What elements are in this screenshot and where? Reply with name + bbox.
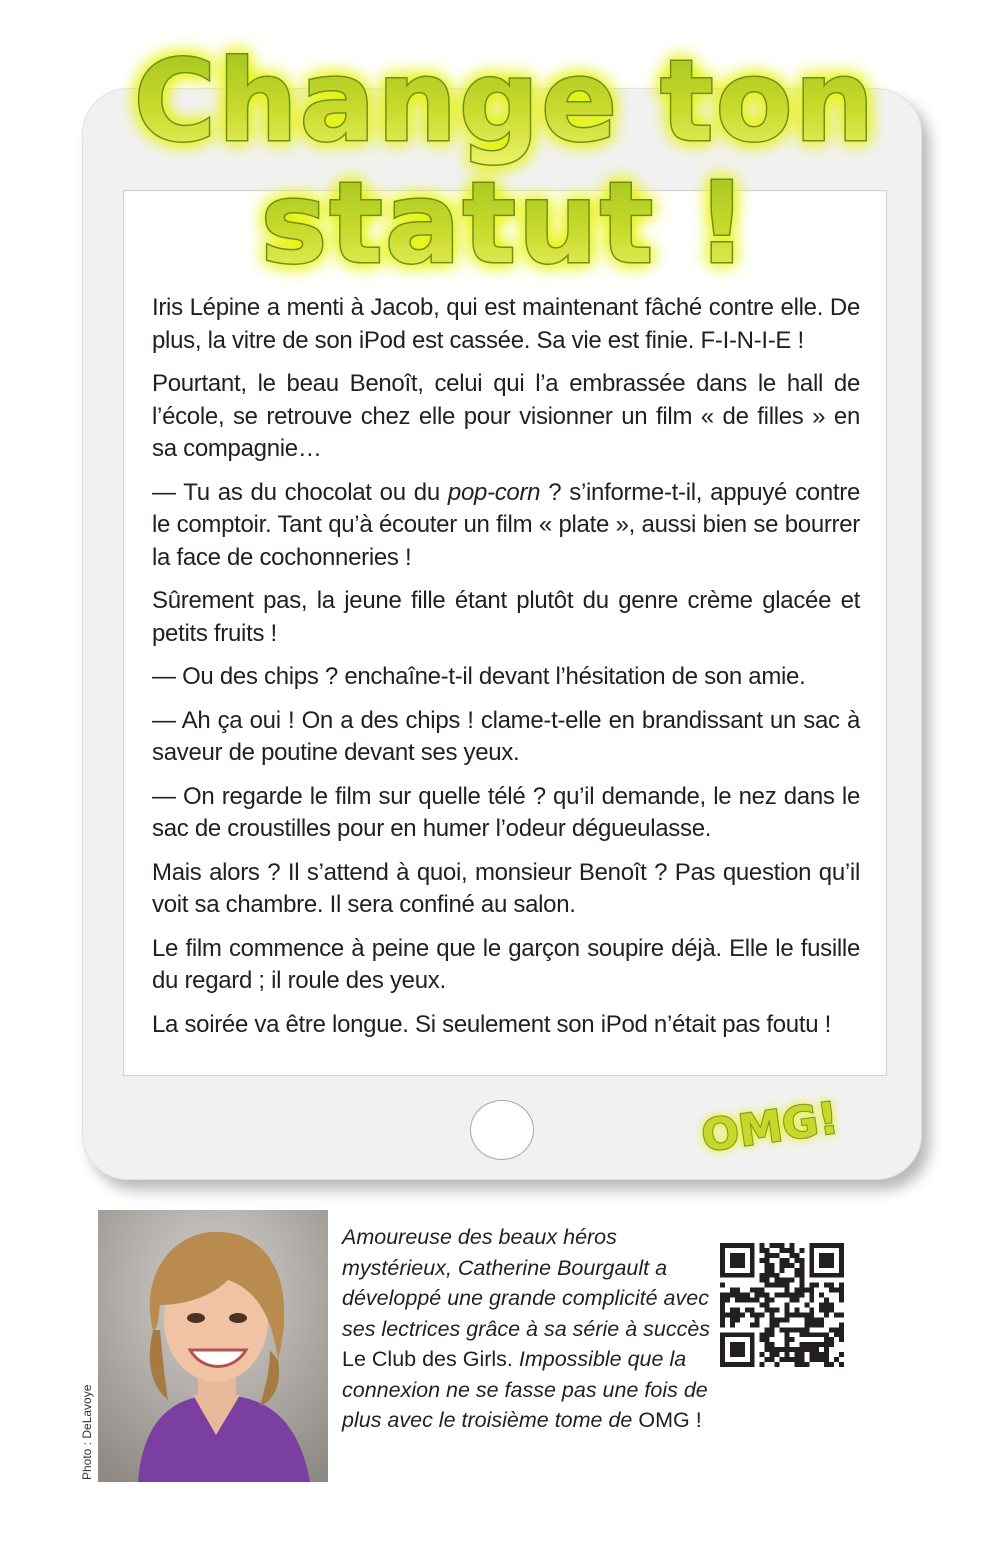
author-photo bbox=[98, 1210, 328, 1482]
title-line1: Change ton bbox=[133, 37, 877, 167]
story-paragraph: Le film commence à peine que le garçon soupire déjà. Elle le fusille du regard ; il roule des yeux. bbox=[152, 934, 860, 994]
story-segment-italic: pop-corn bbox=[447, 478, 541, 506]
bio-end: ! bbox=[689, 1408, 702, 1432]
story-paragraph: — Ou des chips ? enchaîne-t-il devant l’hésitation de son amie. bbox=[152, 663, 806, 690]
story-paragraph bbox=[152, 477, 860, 575]
story-text bbox=[152, 292, 860, 1041]
story-paragraph: — Ah ça oui ! On a des chips ! clame-t-elle en brandissant un sac à saveur de poutine devant ses yeux. bbox=[152, 706, 860, 766]
story-segment: ? s’informe-t-il, appuyé contre le comptoir. Tant qu’à écouter un film « plate », aussi bien se bourrer la face de cochonneries ! bbox=[152, 478, 860, 571]
story-paragraph: Pourtant, le beau Benoît, celui qui l’a embrassée dans le hall de l’école, se retrouve chez elle pour visionner un film « de filles » en sa compagnie… bbox=[152, 370, 860, 462]
book-title: OMG bbox=[638, 1408, 690, 1432]
bio-text: Impossible que la connexion ne se fasse pas une fois de plus avec le troisième tome de bbox=[342, 1347, 708, 1432]
series-title: Le Club des Girls. bbox=[342, 1347, 513, 1371]
title-graphic bbox=[0, 0, 1000, 300]
author-bio bbox=[342, 1222, 712, 1436]
story-paragraph: Mais alors ? Il s’attend à quoi, monsieur Benoît ? Pas question qu’il voit sa chambre. Il sera confiné au salon. bbox=[152, 858, 860, 918]
photo-credit: Photo : DeLavoye bbox=[80, 1384, 94, 1480]
home-button-icon bbox=[470, 1100, 534, 1160]
omg-stamp-text: OMG! bbox=[698, 1092, 842, 1163]
omg-stamp bbox=[690, 1080, 870, 1170]
bio-text: Amoureuse des beaux héros mystérieux, Catherine Bourgault a développé une grande complicité avec ses lectrices grâce à sa série à succès bbox=[342, 1225, 711, 1341]
story-paragraph: — On regarde le film sur quelle télé ? qu’il demande, le nez dans le sac de croustilles pour en humer l’odeur dégueulasse. bbox=[152, 782, 860, 842]
qr-code-icon bbox=[720, 1243, 844, 1367]
story-segment: — Tu as du chocolat ou du bbox=[152, 478, 448, 506]
story-paragraph: La soirée va être longue. Si seulement son iPod n’était pas foutu ! bbox=[152, 1010, 832, 1038]
title-line2: statut ! bbox=[260, 159, 750, 289]
story-paragraph: Sûrement pas, la jeune fille étant plutôt du genre crème glacée et petits fruits ! bbox=[152, 587, 860, 647]
story-paragraph: Iris Lépine a menti à Jacob, qui est maintenant fâché contre elle. De plus, la vitre de son iPod est cassée. Sa vie est finie. F-I-N-I-E ! bbox=[152, 294, 860, 354]
